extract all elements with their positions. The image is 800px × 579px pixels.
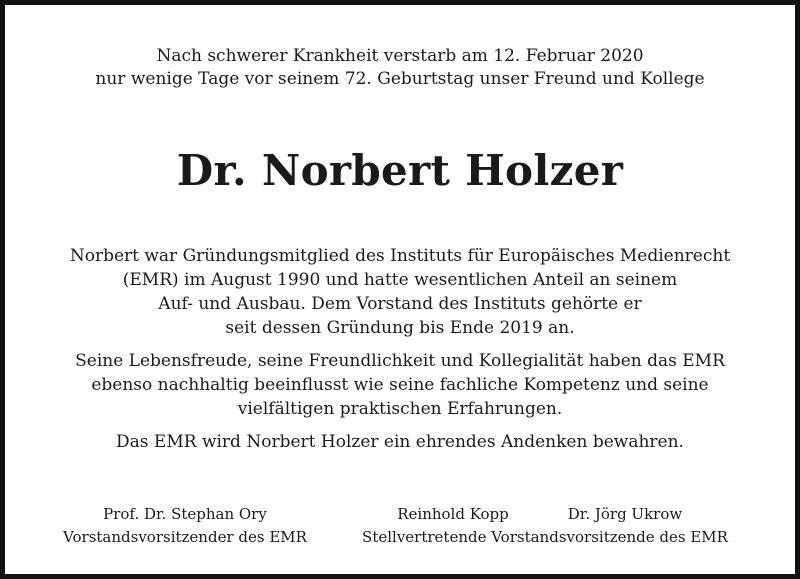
closing-line: Das EMR wird Norbert Holzer ein ehrendes Andenken bewahren. [116,432,684,452]
signatory-ukrow-name: Dr. Jörg Ukrow [567,505,683,523]
deceased-name: Dr. Norbert Holzer [176,146,624,195]
paragraph-1-line-2: (EMR) im August 1990 und hatte wesentlichen Anteil an seinem [122,270,678,290]
paragraph-2-line-2: ebenso nachhaltig beeinflusst wie seine fachliche Kompetenz und seine [91,375,709,395]
paragraph-1-line-4: seit dessen Gründung bis Ende 2019 an. [225,318,575,338]
signatory-ory-title: Vorstandsvorsitzender des EMR [63,528,307,546]
intro-line-1: Nach schwerer Krankheit verstarb am 12. Februar 2020 [156,46,644,66]
signatory-ory-name: Prof. Dr. Stephan Ory [103,505,267,523]
signatories-deputy-title: Stellvertretende Vorstandsvorsitzende des EMR [362,528,728,546]
paragraph-1-line-3: Auf- und Ausbau. Dem Vorstand des Instituts gehörte er [158,294,642,314]
signatory-kopp-name: Reinhold Kopp [397,505,509,523]
intro-line-2: nur wenige Tage vor seinem 72. Geburtstag unser Freund und Kollege [95,69,705,89]
paragraph-2-line-1: Seine Lebensfreude, seine Freundlichkeit und Kollegialität haben das EMR [75,351,725,371]
paragraph-1-line-1: Norbert war Gründungsmitglied des Instituts für Europäisches Medienrecht [69,246,731,266]
paragraph-2-line-3: vielfältigen praktischen Erfahrungen. [237,399,563,419]
